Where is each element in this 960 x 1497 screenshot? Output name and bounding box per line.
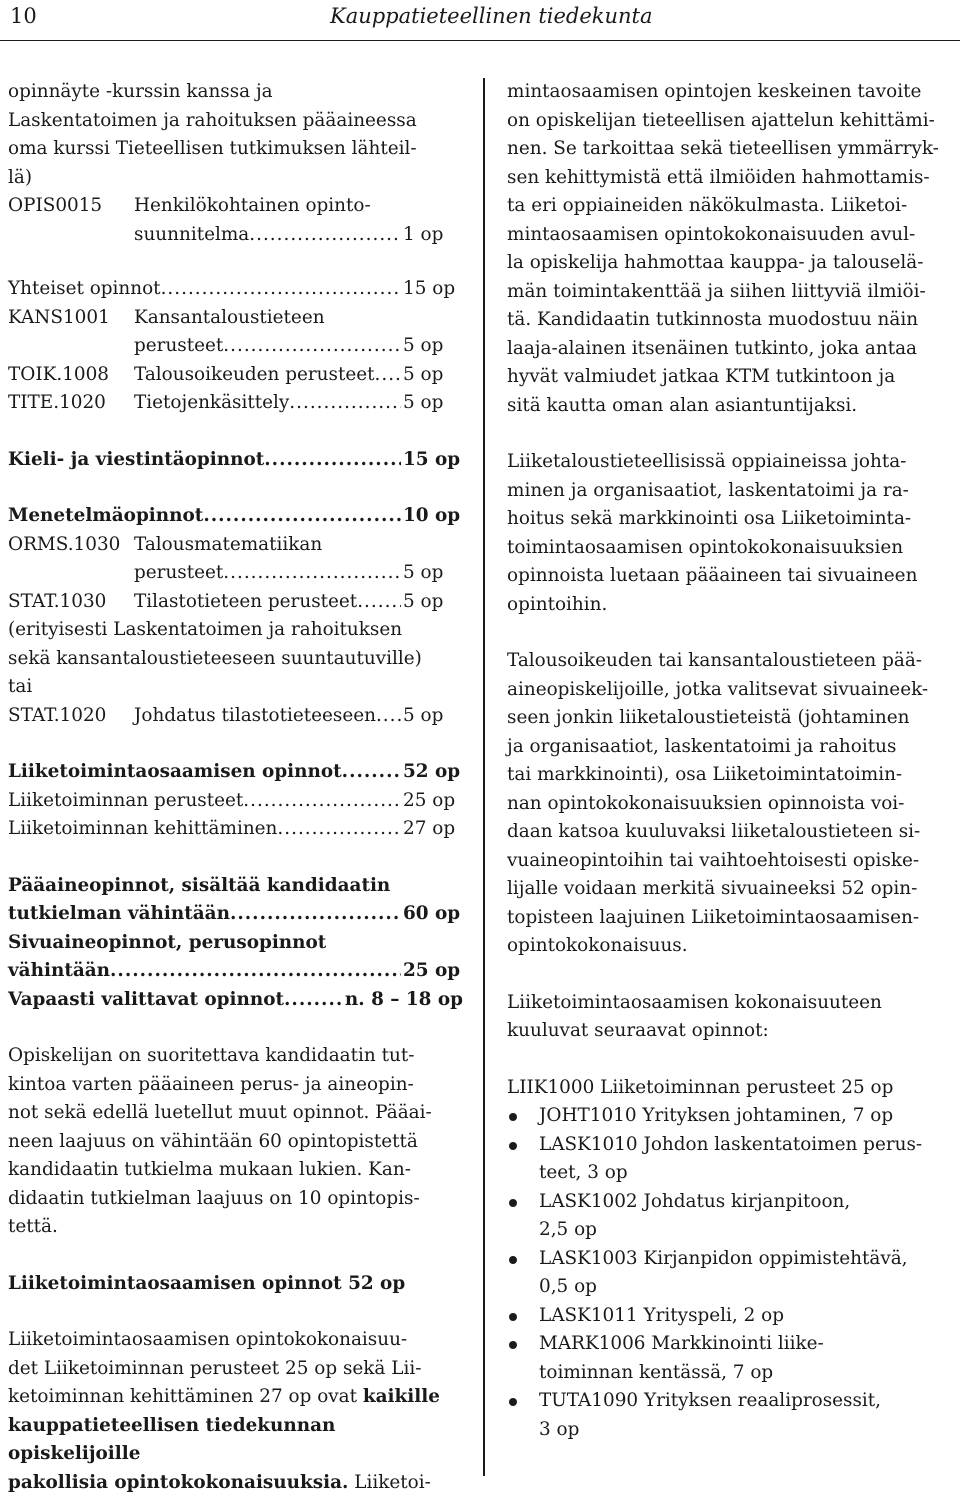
para-line: tä. Kandidaatin tutkinnosta muodostuu näin (507, 306, 953, 335)
leader-dots (243, 787, 401, 816)
vapaa-row (8, 986, 463, 1015)
list-item-line: MARK1006 Markkinointi liike- (539, 1330, 953, 1359)
course-title: suunnitelma (134, 221, 249, 250)
para-line: laaja-alainen itsenäinen tutkinto, joka antaa (507, 335, 953, 364)
course-tite-row (8, 389, 463, 418)
para-line: opinnoista luetaan pääaineen tai sivuaineen (507, 562, 953, 591)
intro-line: opinnäyte -kurssin kanssa ja (8, 78, 463, 107)
liike-row (8, 758, 463, 787)
para-line: seen jonkin liiketaloustieteistä (johtaminen (507, 704, 953, 733)
course-kans-line2 (8, 332, 463, 361)
para-line: vuaineopintoihin tai vaihtoehtoisesti opiske- (507, 847, 953, 876)
para-line: on opiskelijan tieteellisen ajattelun kehittämi- (507, 107, 953, 136)
course-code: OPIS0015 (8, 192, 134, 221)
spacer (8, 1242, 463, 1270)
course-orms-line1 (8, 531, 463, 560)
course-opis-line1 (8, 192, 463, 221)
list-item-line: JOHT1010 Yrityksen johtaminen, 7 op (539, 1102, 953, 1131)
credit-value: 10 op (401, 502, 463, 531)
liike-kehitt-row (8, 815, 463, 844)
para-line: lijalle voidaan merkitä sivuaineeksi 52 opin- (507, 875, 953, 904)
para-line: Liiketoimintaosaamisen kokonaisuuteen (507, 989, 953, 1018)
page-number: 10 (10, 4, 37, 28)
kieli-row (8, 446, 463, 475)
list-item-line: LASK1011 Yrityspeli, 2 op (539, 1302, 953, 1331)
bold-text: pakollisia opintokokonaisuuksia. (8, 1472, 348, 1493)
para-line: kuuluvat seuraavat opinnot: (507, 1017, 953, 1046)
intro-line: Laskentatoimen ja rahoituksen pääaineessa (8, 107, 463, 136)
section-label: tutkielman vähintään (8, 900, 230, 929)
right-column (507, 78, 953, 1444)
course-title: perusteet (134, 559, 223, 588)
spacer (507, 420, 953, 448)
list-item (507, 1387, 953, 1444)
para-line: det Liiketoiminnan perusteet 25 op sekä Lii- (8, 1355, 463, 1384)
para-line: la opiskelija hahmottaa kauppa- ja talouselä- (507, 249, 953, 278)
course-title: Kansantaloustieteen (134, 307, 325, 328)
text-run: Liiketoi- (348, 1472, 430, 1493)
leader-dots (284, 986, 343, 1015)
credit-value: 15 op (401, 275, 463, 304)
credit-value: 5 op (401, 588, 463, 617)
list-item (507, 1330, 953, 1387)
para-line: didaatin tutkielman laajuus on 10 opintopis- (8, 1185, 463, 1214)
para-line: opintoihin. (507, 591, 953, 620)
list-item-line: LASK1003 Kirjanpidon oppimistehtävä, (539, 1245, 953, 1274)
section-label: Vapaasti valittavat opinnot (8, 986, 284, 1015)
paaaine-row (8, 900, 463, 929)
credit-value: 1 op (401, 221, 463, 250)
list-item-line: 0,5 op (539, 1273, 953, 1302)
course-list-heading: LIIK1000 Liiketoiminnan perusteet 25 op (507, 1074, 953, 1103)
section-label: Kieli- ja viestintäopinnot (8, 446, 264, 475)
leader-dots (161, 275, 401, 304)
para-line: daan katsoa kuuluvaksi liiketaloustieteen si- (507, 818, 953, 847)
para-line: Liiketoimintaosaamisen opintokokonaisuu- (8, 1326, 463, 1355)
credit-value: 25 op (401, 787, 463, 816)
spacer (8, 844, 463, 872)
leader-dots (203, 502, 401, 531)
para-line: ta eri oppiaineiden näkökulmasta. Liiketoi- (507, 192, 953, 221)
yhteiset-row (8, 275, 463, 304)
credit-value: 52 op (401, 758, 463, 787)
para-line: hoitus sekä markkinointi osa Liiketoiminta- (507, 505, 953, 534)
list-item (507, 1188, 953, 1245)
credit-value: 5 op (401, 361, 463, 390)
section-label: Liiketoimintaosaamisen opinnot (8, 758, 342, 787)
para-line: Liiketaloustieteellisissä oppiaineissa johta- (507, 448, 953, 477)
section-heading: Liiketoimintaosaamisen opinnot 52 op (8, 1270, 463, 1299)
para-line (8, 1469, 463, 1497)
paaaine-line1: Pääaineopinnot, sisältää kandidaatin (8, 872, 463, 901)
para-line: sen kehittymistä että ilmiöiden hahmottamis- (507, 164, 953, 193)
course-code: ORMS.1030 (8, 531, 134, 560)
course-title: Tilastotieteen perusteet (134, 588, 357, 617)
course-code: KANS1001 (8, 304, 134, 333)
credit-value: 15 op (401, 446, 463, 475)
para-line: ja organisaatiot, laskentatoimi ja rahoitus (507, 733, 953, 762)
para-line: nan opintokokonaisuuksien opinnoista voi- (507, 790, 953, 819)
credit-value: 27 op (401, 815, 463, 844)
page-header (0, 0, 960, 41)
course-list (507, 1102, 953, 1444)
running-head: Kauppatieteellinen tiedekunta (330, 4, 653, 28)
credit-value: n. 8 – 18 op (343, 986, 463, 1015)
course-title: Johdatus tilastotieteeseen (134, 702, 376, 731)
list-item-line: teet, 3 op (539, 1159, 953, 1188)
spacer (8, 1298, 463, 1326)
course-stat1-row (8, 588, 463, 617)
para-line: aineopiskelijoille, jotka valitsevat sivuaineek- (507, 676, 953, 705)
course-orms-line2 (8, 559, 463, 588)
list-item (507, 1102, 953, 1131)
section-label: Yhteiset opinnot (8, 275, 161, 304)
para-line: neen laajuus on vähintään 60 opintopistettä (8, 1128, 463, 1157)
course-title: Henkilökohtainen opinto- (134, 195, 371, 216)
para-line: not sekä edellä luetellut muut opinnot. Pääai- (8, 1099, 463, 1128)
leader-dots (249, 221, 401, 250)
spacer (507, 961, 953, 989)
note-line: sekä kansantaloustieteeseen suuntautuville) (8, 645, 463, 674)
text-run: ketoiminnan kehittäminen 27 op ovat (8, 1386, 363, 1407)
spacer (8, 1014, 463, 1042)
leader-dots (277, 815, 401, 844)
para-line: mintaosaamisen opintokokonaisuuden avul- (507, 221, 953, 250)
leader-dots (110, 957, 401, 986)
course-kans-line1 (8, 304, 463, 333)
spacer (507, 1046, 953, 1074)
section-label: Liiketoiminnan perusteet (8, 787, 243, 816)
course-toik-row (8, 361, 463, 390)
para-line: Opiskelijan on suoritettava kandidaatin tut- (8, 1042, 463, 1071)
list-item (507, 1245, 953, 1302)
spacer (8, 418, 463, 446)
credit-value: 5 op (401, 702, 463, 731)
list-item-line: 3 op (539, 1416, 953, 1445)
spacer (8, 730, 463, 758)
list-item-line: TUTA1090 Yrityksen reaaliprosessit, (539, 1387, 953, 1416)
para-line: nen. Se tarkoittaa sekä tieteellisen ymmärryk- (507, 135, 953, 164)
credit-value: 5 op (401, 389, 463, 418)
leader-dots (342, 758, 401, 787)
course-code: TITE.1020 (8, 389, 134, 418)
para-line: opintokokonaisuus. (507, 932, 953, 961)
para-line: tettä. (8, 1213, 463, 1242)
sivu-line1: Sivuaineopinnot, perusopinnot (8, 929, 463, 958)
para-line: topisteen laajuinen Liiketoimintaosaamisen- (507, 904, 953, 933)
column-divider (483, 78, 485, 1476)
list-item-line: LASK1002 Johdatus kirjanpitoon, (539, 1188, 953, 1217)
course-title: Talousoikeuden perusteet (134, 361, 375, 390)
section-label: vähintään (8, 957, 110, 986)
para-line: kintoa varten pääaineen perus- ja aineopin- (8, 1071, 463, 1100)
list-item-line: 2,5 op (539, 1216, 953, 1245)
bold-text: kaikille (363, 1386, 440, 1407)
course-title: perusteet (134, 332, 223, 361)
course-title: Talousmatematiikan (134, 534, 322, 555)
note-line: (erityisesti Laskentatoimen ja rahoituksen (8, 616, 463, 645)
course-code: TOIK.1008 (8, 361, 134, 390)
credit-value: 25 op (401, 957, 463, 986)
para-line: kauppatieteellisen tiedekunnan opiskelijoille (8, 1412, 463, 1469)
list-item-line: LASK1010 Johdon laskentatoimen perus- (539, 1131, 953, 1160)
para-line: Talousoikeuden tai kansantaloustieteen pää- (507, 647, 953, 676)
leader-dots (357, 588, 401, 617)
leader-dots (223, 332, 401, 361)
course-code: STAT.1020 (8, 702, 134, 731)
leader-dots (230, 900, 401, 929)
sivu-row (8, 957, 463, 986)
menetelma-row (8, 502, 463, 531)
note-line: tai (8, 673, 463, 702)
list-item-line: toiminnan kentässä, 7 op (539, 1359, 953, 1388)
leader-dots (289, 389, 401, 418)
spacer (8, 249, 463, 275)
spacer (8, 474, 463, 502)
section-label: Menetelmäopinnot (8, 502, 203, 531)
leader-dots (264, 446, 401, 475)
leader-dots (376, 702, 401, 731)
leader-dots (223, 559, 401, 588)
spacer (507, 619, 953, 647)
para-line: tai markkinointi), osa Liiketoimintatoimin- (507, 761, 953, 790)
course-title: Tietojenkäsittely (134, 389, 289, 418)
credit-value: 5 op (401, 559, 463, 588)
intro-line: oma kurssi Tieteellisen tutkimuksen lähteil- (8, 135, 463, 164)
left-column (8, 78, 463, 1497)
list-item (507, 1131, 953, 1188)
para-line: män toimintakenttää ja siihen liittyviä ilmiöi- (507, 278, 953, 307)
section-label: Liiketoiminnan kehittäminen (8, 815, 277, 844)
para-line: toimintaosaamisen opintokokonaisuuksien (507, 534, 953, 563)
para-line: minen ja organisaatiot, laskentatoimi ja ra- (507, 477, 953, 506)
course-stat2-row (8, 702, 463, 731)
para-line: kandidaatin tutkielma mukaan lukien. Kan- (8, 1156, 463, 1185)
para-line: mintaosaamisen opintojen keskeinen tavoite (507, 78, 953, 107)
para-line: sitä kautta oman alan asiantuntijaksi. (507, 392, 953, 421)
course-code: STAT.1030 (8, 588, 134, 617)
list-item (507, 1302, 953, 1331)
intro-line: lä) (8, 164, 463, 193)
course-opis-line2 (8, 221, 463, 250)
credit-value: 5 op (401, 332, 463, 361)
credit-value: 60 op (401, 900, 463, 929)
liike-perusteet-row (8, 787, 463, 816)
para-line (8, 1383, 463, 1412)
leader-dots (375, 361, 402, 390)
para-line: hyvät valmiudet jatkaa KTM tutkintoon ja (507, 363, 953, 392)
